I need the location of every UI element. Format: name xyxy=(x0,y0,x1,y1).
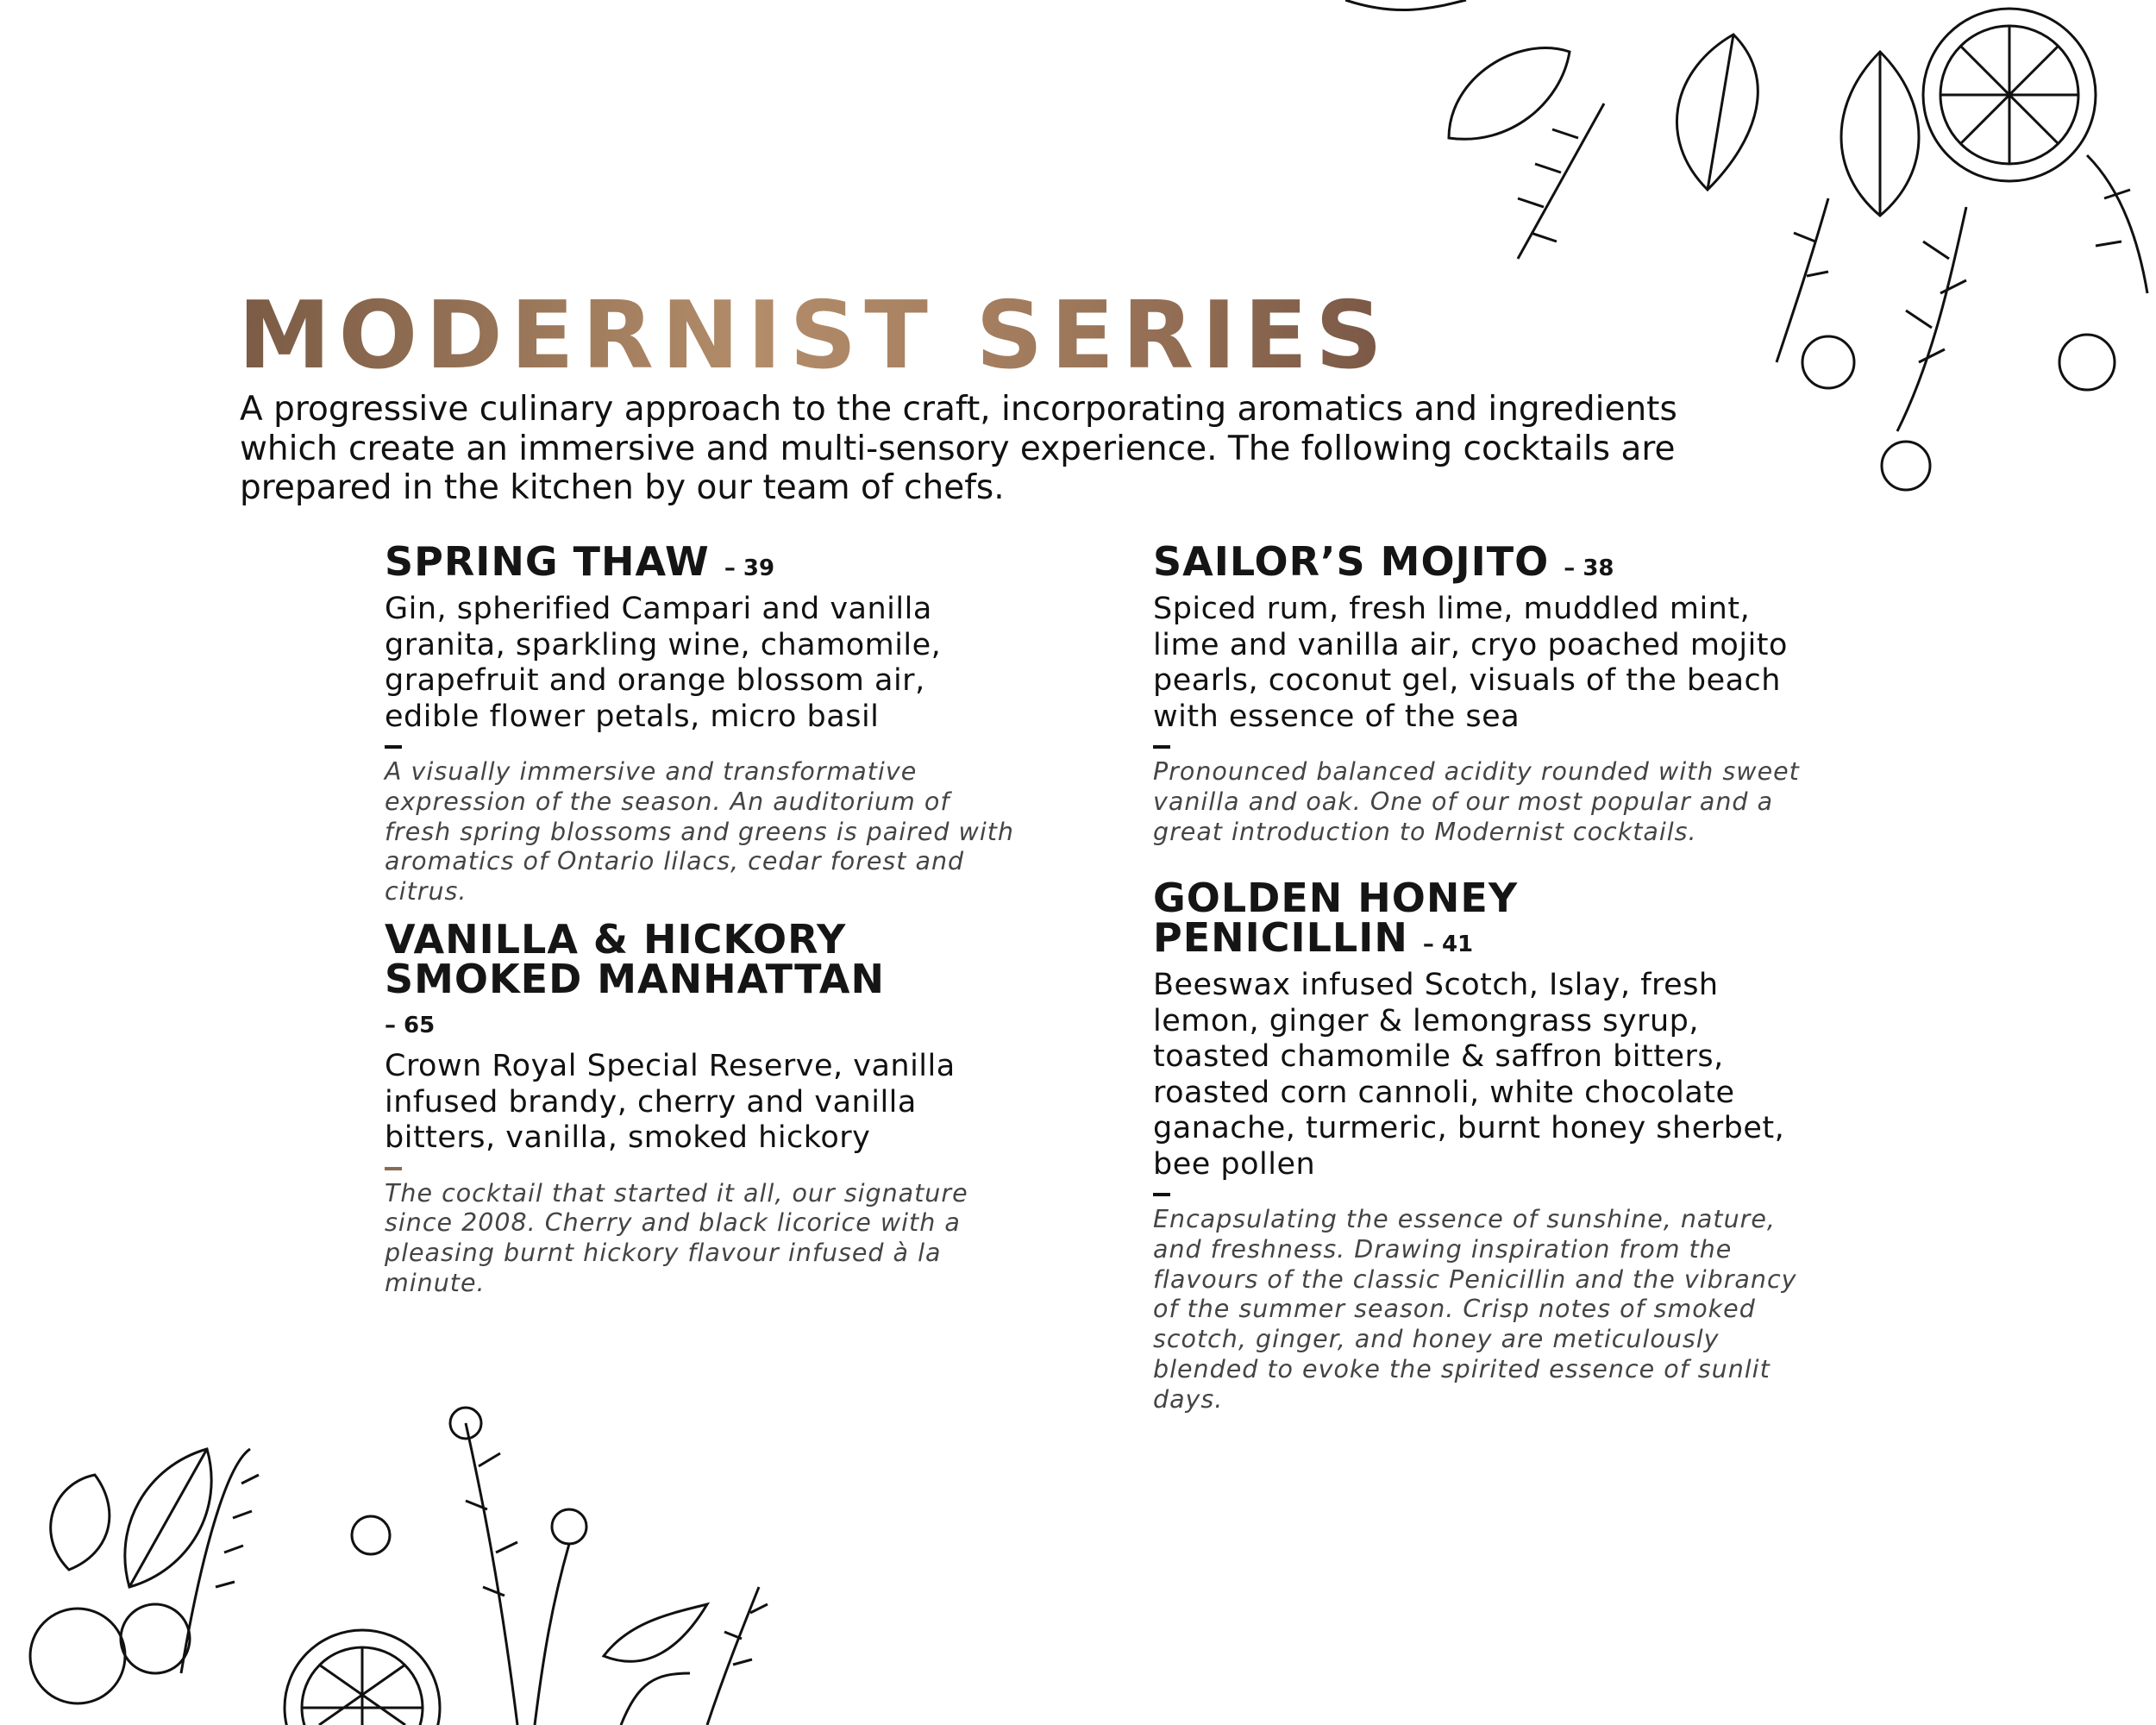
menu-item-vanilla-hickory-manhattan xyxy=(385,916,968,1299)
page-title: MODERNIST SERIES xyxy=(238,282,1390,390)
drink-ingredients: Crown Royal Special Reserve, vanilla infused brandy, cherry and vanilla bitters, vanilla, smoked hickory xyxy=(385,1049,956,1155)
drink-description: The cocktail that started it all, our signature since 2008. Cherry and black licorice with a pleasing burnt hickory flavour infused à la minute. xyxy=(385,1178,968,1297)
drink-price: – 65 xyxy=(385,1013,436,1038)
divider-dash xyxy=(385,745,402,749)
drink-ingredients: Spiced rum, fresh lime, muddled mint, lime and vanilla air, cryo poached mojito pearls, coconut gel, visuals of the beach with essence of the sea xyxy=(1153,592,1788,734)
drink-description: A visually immersive and transformative expression of the season. An auditorium of fresh spring blossoms and greens is paired with aromatics of Ontario lilacs, cedar forest and citrus. xyxy=(385,757,1014,906)
divider-dash xyxy=(385,1167,402,1170)
drink-description: Pronounced balanced acidity rounded with sweet vanilla and oak. One of our most popular and a great introduction to Modernist cocktails. xyxy=(1153,757,1800,846)
drink-name: SAILOR’S MOJITO xyxy=(1153,538,1550,585)
menu-item-spring-thaw xyxy=(385,538,1040,907)
divider-dash xyxy=(1153,745,1170,749)
drink-ingredients: Gin, spherified Campari and vanilla granita, sparkling wine, chamomile, grapefruit and orange blossom air, edible flower petals, micro basil xyxy=(385,592,942,734)
menu-item-sailors-mojito xyxy=(1153,538,1843,847)
drink-name: VANILLA & HICKORY SMOKED MANHATTAN xyxy=(385,916,886,1002)
drink-price: – 38 xyxy=(1564,555,1614,581)
divider-dash xyxy=(1153,1193,1170,1196)
drink-price: – 41 xyxy=(1422,932,1474,957)
intro-paragraph: A progressive culinary approach to the craft, incorporating aromatics and ingredients which create an immersive and multi-sensory experience. The following cocktails are prepared in the kitchen by our team of chefs. xyxy=(240,390,1677,507)
drink-description: Encapsulating the essence of sunshine, nature, and freshness. Drawing inspiration from the flavours of the classic Penicillin and the vibrancy of the summer season. Crisp notes of smoked scotch, ginger, and honey are meticulously blended to evoke the spirited essence of sunlit days. xyxy=(1153,1205,1797,1414)
botanical-illustration-bottom-left xyxy=(0,1397,862,1725)
drink-name: GOLDEN HONEY PENICILLIN xyxy=(1153,875,1519,961)
drink-price: – 39 xyxy=(724,555,775,581)
drink-ingredients: Beeswax infused Scotch, Islay, fresh lemon, ginger & lemongrass syrup, toasted chamomile & saffron bitters, roasted corn cannoli, white chocolate ganache, turmeric, burnt honey sherbet, bee pollen xyxy=(1153,968,1785,1182)
drink-name: SPRING THAW xyxy=(385,538,710,585)
menu-item-golden-honey-penicillin xyxy=(1153,875,1797,1415)
